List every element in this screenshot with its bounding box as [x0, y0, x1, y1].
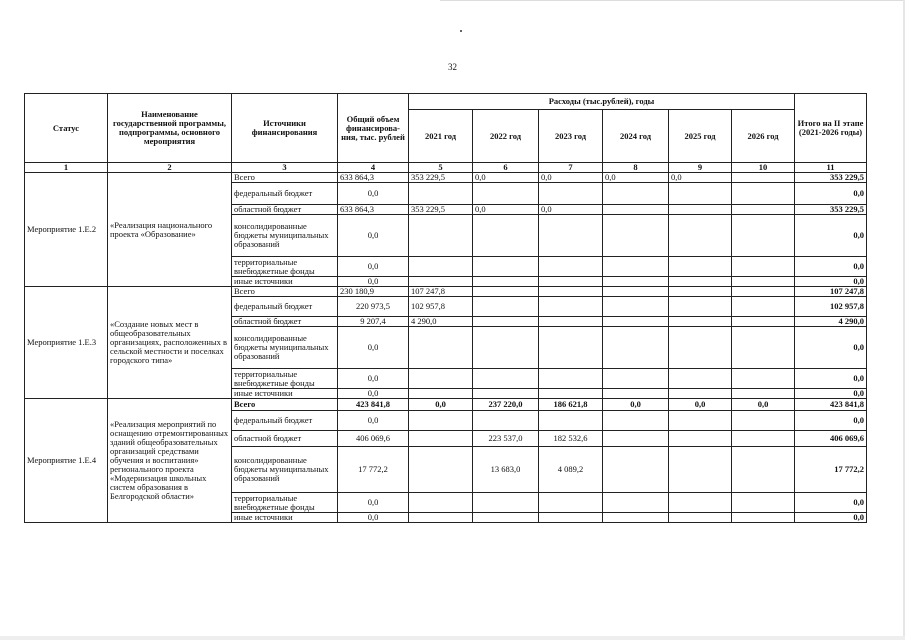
source-cell: федеральный бюджет: [232, 297, 338, 317]
itogo-cell: 0,0: [795, 369, 867, 389]
header-status: Статус: [25, 94, 108, 163]
year-value-cell: [732, 257, 795, 277]
year-value-cell: [473, 369, 539, 389]
year-value-cell: [473, 411, 539, 431]
year-value-cell: [669, 369, 732, 389]
year-value-cell: [732, 431, 795, 447]
year-value-cell: [732, 447, 795, 493]
itogo-cell: 0,0: [795, 257, 867, 277]
year-value-cell: 237 220,0: [473, 399, 539, 411]
column-number: 8: [603, 163, 669, 173]
year-value-cell: 4 290,0: [409, 317, 473, 327]
year-value-cell: [732, 369, 795, 389]
status-cell: Мероприятие 1.E.3: [25, 287, 108, 399]
source-cell: территориальные внебюджетные фонды: [232, 493, 338, 513]
year-value-cell: [603, 215, 669, 257]
itogo-cell: 0,0: [795, 327, 867, 369]
year-value-cell: [539, 327, 603, 369]
year-value-cell: [473, 257, 539, 277]
table-row: [25, 173, 867, 183]
year-value-cell: [539, 513, 603, 523]
header-year: 2021 год: [409, 110, 473, 163]
year-value-cell: [473, 297, 539, 317]
scan-speck: [460, 30, 462, 32]
measure-name-cell: «Реализация национального проекта «Образование»: [108, 173, 232, 287]
year-value-cell: [409, 411, 473, 431]
year-value-cell: [603, 447, 669, 493]
year-value-cell: [603, 287, 669, 297]
year-value-cell: [669, 389, 732, 399]
source-cell: консолидированные бюджеты муниципальных образований: [232, 327, 338, 369]
year-value-cell: [669, 327, 732, 369]
year-value-cell: [603, 389, 669, 399]
year-value-cell: [669, 317, 732, 327]
itogo-cell: 0,0: [795, 493, 867, 513]
year-value-cell: [669, 447, 732, 493]
year-value-cell: [409, 215, 473, 257]
year-value-cell: [409, 389, 473, 399]
column-number: 5: [409, 163, 473, 173]
total-cell: 0,0: [338, 257, 409, 277]
column-number: 7: [539, 163, 603, 173]
scan-edge-bottom: [0, 636, 905, 640]
source-cell: Всего: [232, 287, 338, 297]
year-value-cell: [409, 257, 473, 277]
source-cell: областной бюджет: [232, 205, 338, 215]
year-value-cell: [473, 215, 539, 257]
year-value-cell: 13 683,0: [473, 447, 539, 493]
header-year: 2025 год: [669, 110, 732, 163]
source-cell: федеральный бюджет: [232, 183, 338, 205]
total-cell: 0,0: [338, 327, 409, 369]
year-value-cell: 0,0: [669, 399, 732, 411]
year-value-cell: 0,0: [473, 205, 539, 215]
year-value-cell: 4 089,2: [539, 447, 603, 493]
itogo-cell: 0,0: [795, 411, 867, 431]
source-cell: Всего: [232, 399, 338, 411]
year-value-cell: [732, 513, 795, 523]
itogo-cell: 0,0: [795, 389, 867, 399]
year-value-cell: [603, 327, 669, 369]
year-value-cell: [539, 411, 603, 431]
itogo-cell: 17 772,2: [795, 447, 867, 493]
year-value-cell: [732, 411, 795, 431]
year-value-cell: [732, 389, 795, 399]
year-value-cell: [409, 369, 473, 389]
year-value-cell: [473, 183, 539, 205]
year-value-cell: [669, 513, 732, 523]
column-number: 10: [732, 163, 795, 173]
year-value-cell: [409, 183, 473, 205]
year-value-cell: [473, 277, 539, 287]
column-number: 3: [232, 163, 338, 173]
year-value-cell: [603, 183, 669, 205]
year-value-cell: [409, 447, 473, 493]
table-row: [25, 287, 867, 297]
year-value-cell: [732, 215, 795, 257]
total-cell: 0,0: [338, 183, 409, 205]
total-cell: 0,0: [338, 369, 409, 389]
total-cell: 633 864,3: [338, 205, 409, 215]
column-number: 6: [473, 163, 539, 173]
total-cell: 0,0: [338, 277, 409, 287]
year-value-cell: [539, 277, 603, 287]
itogo-cell: 0,0: [795, 277, 867, 287]
year-value-cell: [732, 317, 795, 327]
source-cell: Всего: [232, 173, 338, 183]
source-cell: иные источники: [232, 277, 338, 287]
year-value-cell: [603, 317, 669, 327]
year-value-cell: 107 247,8: [409, 287, 473, 297]
year-value-cell: [539, 389, 603, 399]
year-value-cell: [409, 431, 473, 447]
total-cell: 0,0: [338, 493, 409, 513]
total-cell: 0,0: [338, 513, 409, 523]
total-cell: 17 772,2: [338, 447, 409, 493]
year-value-cell: 0,0: [603, 399, 669, 411]
header-itogo: Итого на II этапе (2021-2026 годы): [795, 94, 867, 163]
page-number: 32: [448, 62, 457, 72]
itogo-cell: 353 229,5: [795, 173, 867, 183]
year-value-cell: [539, 257, 603, 277]
year-value-cell: 223 537,0: [473, 431, 539, 447]
year-value-cell: [473, 327, 539, 369]
year-value-cell: [669, 493, 732, 513]
year-value-cell: 0,0: [539, 173, 603, 183]
year-value-cell: [732, 277, 795, 287]
total-cell: 423 841,8: [338, 399, 409, 411]
year-value-cell: [603, 493, 669, 513]
year-value-cell: [669, 205, 732, 215]
column-number: 11: [795, 163, 867, 173]
year-value-cell: [473, 493, 539, 513]
year-value-cell: 0,0: [669, 173, 732, 183]
year-value-cell: 102 957,8: [409, 297, 473, 317]
year-value-cell: [603, 369, 669, 389]
year-value-cell: [539, 493, 603, 513]
column-number: 1: [25, 163, 108, 173]
year-value-cell: [669, 277, 732, 287]
source-cell: иные источники: [232, 513, 338, 523]
itogo-cell: 102 957,8: [795, 297, 867, 317]
year-value-cell: [732, 327, 795, 369]
year-value-cell: 0,0: [409, 399, 473, 411]
year-value-cell: 353 229,5: [409, 173, 473, 183]
year-value-cell: [603, 297, 669, 317]
year-value-cell: [669, 257, 732, 277]
year-value-cell: [539, 317, 603, 327]
year-value-cell: [669, 215, 732, 257]
source-cell: территориальные внебюджетные фонды: [232, 369, 338, 389]
table-body: [25, 173, 867, 523]
budget-table: [24, 93, 867, 523]
status-cell: Мероприятие 1.E.4: [25, 399, 108, 523]
total-cell: 9 207,4: [338, 317, 409, 327]
header-expenses-group: Расходы (тыс.рублей), годы: [409, 94, 795, 110]
itogo-cell: 4 290,0: [795, 317, 867, 327]
column-number: 4: [338, 163, 409, 173]
itogo-cell: 353 229,5: [795, 205, 867, 215]
year-value-cell: [539, 287, 603, 297]
column-number-row: [25, 163, 867, 173]
year-value-cell: [539, 183, 603, 205]
year-value-cell: [473, 389, 539, 399]
year-value-cell: [603, 277, 669, 287]
measure-name-cell: «Реализация мероприятий по оснащению отремонтированных зданий общеобразовательных организаций средствами обучения и воспитания» регионального проекта «Модернизация школьных систем образования в Белгородской области»: [108, 399, 232, 523]
itogo-cell: 0,0: [795, 215, 867, 257]
header-year: 2024 год: [603, 110, 669, 163]
year-value-cell: [669, 431, 732, 447]
source-cell: областной бюджет: [232, 431, 338, 447]
year-value-cell: [669, 183, 732, 205]
year-value-cell: [539, 297, 603, 317]
source-cell: территориальные внебюджетные фонды: [232, 257, 338, 277]
header-name: Наименование государственной программы, подпрограммы, основного мероприятия: [108, 94, 232, 163]
scan-edge-top: [440, 0, 905, 1]
year-value-cell: 0,0: [473, 173, 539, 183]
year-value-cell: [603, 431, 669, 447]
year-value-cell: [473, 317, 539, 327]
source-cell: консолидированные бюджеты муниципальных образований: [232, 447, 338, 493]
measure-name-cell: «Создание новых мест в общеобразовательных организациях, расположенных в сельской местности и поселках городского типа»: [108, 287, 232, 399]
year-value-cell: [669, 411, 732, 431]
itogo-cell: 406 069,6: [795, 431, 867, 447]
source-cell: иные источники: [232, 389, 338, 399]
source-cell: областной бюджет: [232, 317, 338, 327]
year-value-cell: 0,0: [603, 173, 669, 183]
year-value-cell: 0,0: [732, 399, 795, 411]
source-cell: консолидированные бюджеты муниципальных образований: [232, 215, 338, 257]
total-cell: 633 864,3: [338, 173, 409, 183]
total-cell: 0,0: [338, 389, 409, 399]
year-value-cell: [603, 411, 669, 431]
year-value-cell: [669, 287, 732, 297]
year-value-cell: [409, 493, 473, 513]
header-year: 2022 год: [473, 110, 539, 163]
year-value-cell: [473, 513, 539, 523]
header-year: 2023 год: [539, 110, 603, 163]
header-year: 2026 год: [732, 110, 795, 163]
year-value-cell: [603, 257, 669, 277]
year-value-cell: [409, 327, 473, 369]
itogo-cell: 0,0: [795, 513, 867, 523]
year-value-cell: [732, 183, 795, 205]
itogo-cell: 423 841,8: [795, 399, 867, 411]
year-value-cell: [539, 369, 603, 389]
total-cell: 0,0: [338, 215, 409, 257]
year-value-cell: 0,0: [539, 205, 603, 215]
total-cell: 0,0: [338, 411, 409, 431]
total-cell: 230 180,9: [338, 287, 409, 297]
column-number: 2: [108, 163, 232, 173]
year-value-cell: [732, 493, 795, 513]
year-value-cell: [603, 513, 669, 523]
year-value-cell: [539, 215, 603, 257]
year-value-cell: [409, 277, 473, 287]
header-sources: Источники финансирования: [232, 94, 338, 163]
total-cell: 406 069,6: [338, 431, 409, 447]
year-value-cell: 353 229,5: [409, 205, 473, 215]
year-value-cell: [732, 297, 795, 317]
year-value-cell: [732, 173, 795, 183]
year-value-cell: [409, 513, 473, 523]
year-value-cell: [732, 205, 795, 215]
status-cell: Мероприятие 1.E.2: [25, 173, 108, 287]
year-value-cell: [473, 287, 539, 297]
year-value-cell: [669, 297, 732, 317]
year-value-cell: 182 532,6: [539, 431, 603, 447]
header-total: Общий объем финансирова-ния, тыс. рублей: [338, 94, 409, 163]
year-value-cell: [603, 205, 669, 215]
total-cell: 220 973,5: [338, 297, 409, 317]
source-cell: федеральный бюджет: [232, 411, 338, 431]
column-number: 9: [669, 163, 732, 173]
table-row: [25, 399, 867, 411]
itogo-cell: 0,0: [795, 183, 867, 205]
year-value-cell: 186 621,8: [539, 399, 603, 411]
itogo-cell: 107 247,8: [795, 287, 867, 297]
year-value-cell: [732, 287, 795, 297]
